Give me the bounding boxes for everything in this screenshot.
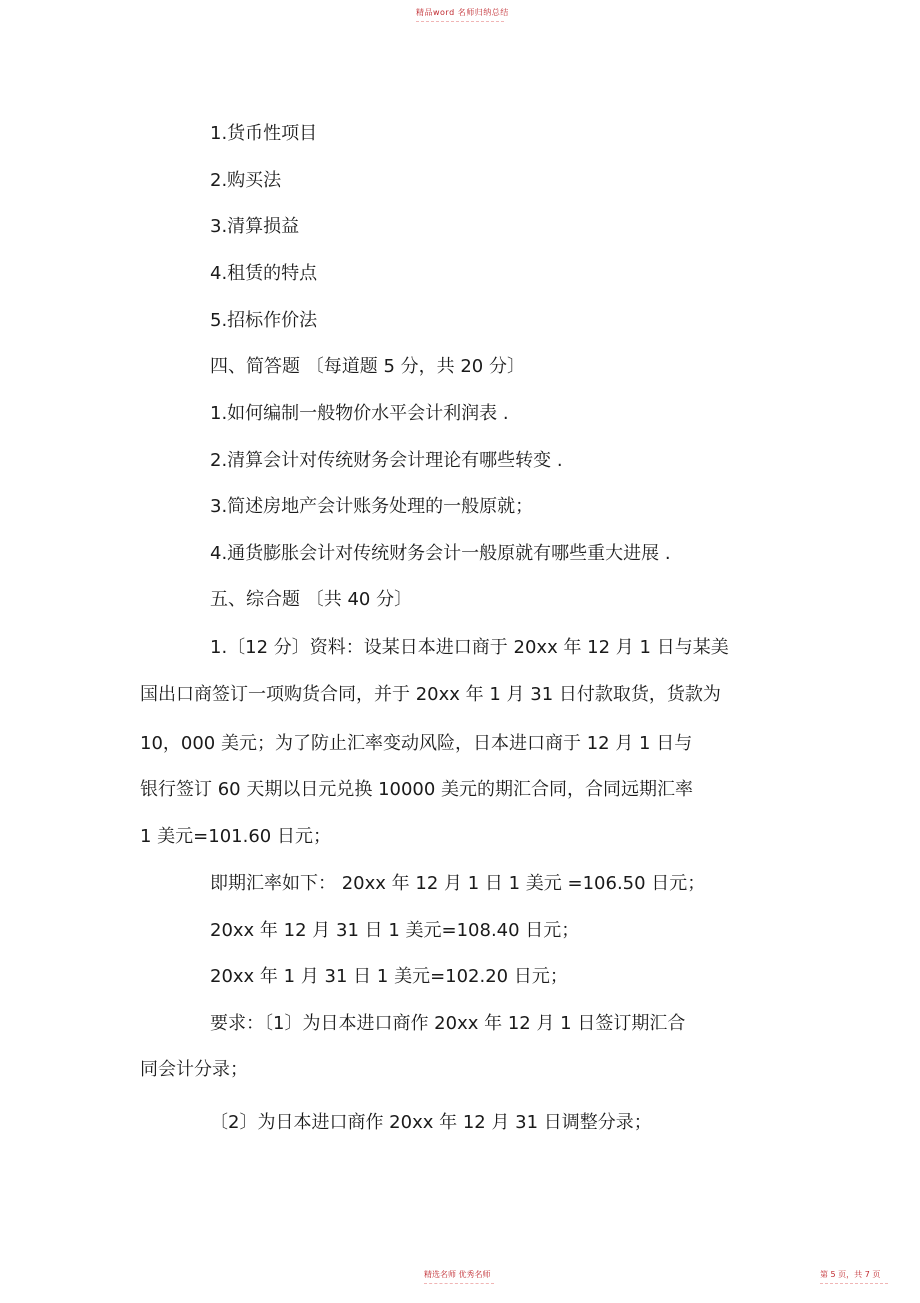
spot-rate-intro: 即期汇率如下： 20xx 年 12 月 1 日 1 美元 =106.50 日元； — [210, 873, 706, 894]
page-number: 第 5 页，共 7 页 — [820, 1270, 881, 1279]
question-3: 3.简述房地产会计账务处理的一般原就； — [210, 496, 534, 517]
requirement-2: 〔2〕为日本进口商作 20xx 年 12 月 31 日调整分录； — [210, 1112, 652, 1133]
header-divider — [416, 21, 504, 22]
term-liquidation-gain-loss: 3.清算损益 — [210, 216, 300, 237]
question-4: 4.通货膨胀会计对传统财务会计一般原就有哪些重大进展 . — [210, 543, 671, 564]
requirement-1-line-2: 同会计分录； — [140, 1059, 248, 1080]
question-2: 2.清算会计对传统财务会计理论有哪些转变 . — [210, 450, 563, 471]
problem-1-line-3: 10，000 美元；为了防止汇率变动风险，日本进口商于 12 月 1 日与 — [140, 733, 693, 754]
problem-1-line-2: 国出口商签订一项购货合同，并于 20xx 年 1 月 31 日付款取货，货款为 — [140, 684, 721, 705]
spot-rate-dec-31: 20xx 年 12 月 31 日 1 美元=108.40 日元； — [210, 920, 580, 941]
section-heading-comprehensive: 五、综合题 〔共 40 分〕 — [210, 589, 413, 610]
term-purchase-method: 2.购买法 — [210, 170, 282, 191]
term-lease-characteristics: 4.租赁的特点 — [210, 263, 318, 284]
problem-1-line-4: 银行签订 60 天期以日元兑换 10000 美元的期汇合同，合同远期汇率 — [140, 779, 694, 800]
footer-divider-right — [820, 1283, 888, 1284]
footer-watermark-note: 精选名师 优秀名师 — [424, 1270, 491, 1279]
problem-1-line-1: 1.〔12 分〕资料：设某日本进口商于 20xx 年 12 月 1 日与某美 — [210, 637, 729, 658]
section-heading-short-answer: 四、简答题 〔每道题 5 分，共 20 分〕 — [210, 356, 525, 377]
footer-divider-center — [424, 1283, 494, 1284]
spot-rate-jan-31: 20xx 年 1 月 31 日 1 美元=102.20 日元； — [210, 966, 568, 987]
problem-1-line-5: 1 美元=101.60 日元； — [140, 826, 331, 847]
header-watermark-note: 精品word 名师归纳总结 — [416, 8, 509, 17]
term-tender-pricing: 5.招标作价法 — [210, 310, 318, 331]
question-1: 1.如何编制一般物价水平会计利润表 . — [210, 403, 509, 424]
term-monetary-item: 1.货币性项目 — [210, 123, 318, 144]
requirement-1-line-1: 要求：〔1〕为日本进口商作 20xx 年 12 月 1 日签订期汇合 — [210, 1013, 686, 1034]
